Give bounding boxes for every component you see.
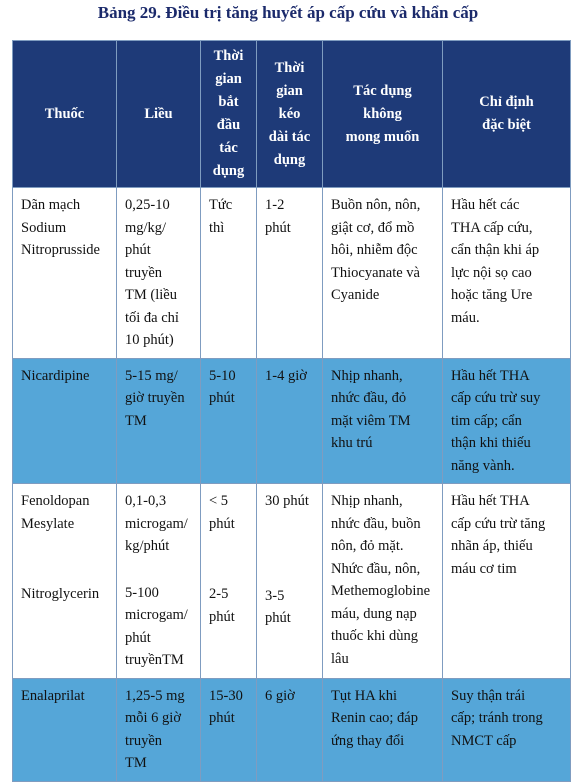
cell-line: 1-4 giờ [265, 367, 307, 384]
header-line: tác [219, 140, 238, 156]
cell-line: phút [265, 219, 291, 236]
header-duration [257, 41, 323, 188]
duration-cell [257, 358, 323, 484]
header-drug [13, 41, 117, 188]
cell-line: TM (liều [125, 287, 177, 303]
side-effects-cell [323, 188, 443, 359]
cell-line: nôn, đỏ mặt. [331, 538, 404, 554]
onset-cell [201, 484, 257, 679]
cell-line: Buồn nôn, nôn, [331, 197, 421, 213]
cell-line: microgam/ [125, 607, 188, 623]
cell-line: thuốc khi dùng [331, 628, 418, 644]
cell-line: máu, dung nạp [331, 605, 417, 622]
cell-gap [265, 513, 316, 537]
cell-line: 6 giờ [265, 687, 295, 704]
drug-cell [13, 484, 117, 679]
cell-line: tim cấp; cẩn [451, 412, 522, 429]
cell-line: 2-5 [209, 586, 229, 602]
cell-line: microgam/ [125, 515, 188, 532]
header-onset [201, 41, 257, 188]
side-effects-cell [323, 678, 443, 781]
cell-line: phút [209, 390, 235, 406]
cell-line: giật cơ, đổ mồ [331, 219, 415, 236]
cell-line: 1-2 [265, 197, 285, 213]
duration-cell [257, 484, 323, 679]
cell-line: 10 phút) [125, 332, 174, 348]
cell-line: TM [125, 412, 147, 429]
indications-cell [443, 188, 571, 359]
header-line: Chỉ định [479, 94, 534, 110]
header-line: kéo [278, 105, 301, 122]
cell-line: cấp cứu trừ tăng [451, 515, 546, 532]
cell-line: Tức [209, 197, 233, 213]
cell-line: Suy thận trái [451, 687, 526, 704]
cell-line: Dãn mạch [21, 197, 81, 213]
header-line: gian [215, 71, 242, 87]
cell-line: năng vành. [451, 457, 515, 474]
onset-cell [201, 678, 257, 781]
cell-line: phút [125, 242, 151, 258]
cell-gap [265, 537, 316, 561]
cell-line: mg/kg/ [125, 219, 167, 236]
table-header-row [13, 41, 571, 188]
cell-line: phút [209, 515, 235, 532]
cell-line: 1,25-5 mg [125, 687, 185, 704]
cell-line: mỗi 6 giờ [125, 710, 182, 726]
cell-line: Hầu hết các [451, 197, 520, 213]
cell-line: 30 phút [265, 493, 309, 509]
cell-line: mặt viêm TM [331, 412, 411, 429]
header-line: gian [276, 82, 303, 99]
cell-line: phút [209, 608, 235, 625]
cell-line: 5-100 [125, 584, 159, 601]
drug-table [12, 40, 571, 782]
cell-line: nhức đầu, buồn [331, 515, 421, 532]
cell-line: hôi, nhiễm độc [331, 242, 418, 258]
cell-line: < 5 [209, 493, 229, 509]
drug-cell [13, 358, 117, 484]
dose-cell [117, 358, 201, 484]
header-line: dụng [273, 151, 306, 168]
table-row [13, 358, 571, 484]
cell-line: phút [209, 710, 235, 726]
cell-line: Fenoldopan [21, 493, 90, 509]
drug-cell [13, 678, 117, 781]
dose-cell [117, 188, 201, 359]
cell-line: Nhức đầu, nôn, [331, 560, 421, 577]
dose-cell [117, 484, 201, 679]
cell-line: Tụt HA khi [331, 687, 398, 704]
header-line: dài tác [268, 128, 311, 145]
header-line: không [363, 105, 402, 122]
cell-line: máu cơ tim [451, 560, 517, 577]
cell-line: THA cấp cứu, [451, 219, 533, 236]
header-line: đầu [216, 117, 241, 133]
duration-cell [257, 188, 323, 359]
cell-line: thận khi thiếu [451, 435, 531, 451]
onset-cell [201, 358, 257, 484]
cell-gap [265, 561, 316, 585]
cell-gap [125, 558, 194, 582]
cell-line: phút [265, 610, 291, 626]
cell-line: Sodium [21, 219, 67, 236]
indications-cell [443, 484, 571, 679]
cell-line: 0,1-0,3 [125, 493, 167, 509]
cell-line: kg/phút [125, 538, 170, 554]
cell-line: 5-10 [209, 367, 236, 384]
cell-line: khu trú [331, 435, 373, 451]
drug-cell [13, 188, 117, 359]
cell-line: ứng thay đổi [331, 732, 405, 749]
table-row [13, 188, 571, 359]
cell-line: NMCT cấp [451, 732, 517, 749]
cell-line: truyền [125, 264, 163, 281]
cell-line: tối đa chỉ [125, 309, 179, 326]
cell-line: thì [209, 219, 225, 236]
cell-line: lâu [331, 650, 349, 667]
header-line: đặc biệt [482, 117, 531, 133]
cell-line: Mesylate [21, 515, 75, 532]
cell-line: giờ truyền [125, 390, 185, 406]
cell-line: Thiocyanate và [331, 264, 420, 281]
cell-line: phút [125, 629, 151, 646]
header-line: Thời [213, 48, 244, 64]
dose-cell [117, 678, 201, 781]
cell-line: Renin cao; đáp [331, 710, 418, 726]
cell-line: nhức đầu, đỏ [331, 390, 407, 406]
cell-line: Cyanide [331, 287, 380, 303]
header-indications [443, 41, 571, 188]
table-row [13, 678, 571, 781]
header-line: Tác dụng [353, 82, 412, 99]
header-line: bắt [218, 94, 239, 110]
header-line: dụng [212, 163, 245, 179]
cell-line: truyềnTM [125, 652, 184, 668]
cell-gap [21, 559, 110, 583]
cell-line: 15-30 [209, 687, 243, 704]
cell-line: Hầu hết THA [451, 367, 530, 384]
cell-line: 0,25-10 [125, 197, 170, 213]
cell-line: cấp cứu trừ suy [451, 390, 541, 406]
indications-cell [443, 358, 571, 484]
cell-gap [21, 535, 110, 559]
table-row [13, 484, 571, 679]
side-effects-cell [323, 358, 443, 484]
cell-line: Nitroprusside [21, 242, 100, 258]
duration-cell [257, 678, 323, 781]
cell-gap [209, 559, 250, 583]
cell-line: Nitroglycerin [21, 586, 100, 602]
cell-line: Nhịp nhanh, [331, 367, 403, 384]
cell-line: hoặc tăng Ure [451, 287, 533, 303]
header-line: mong muốn [345, 128, 420, 145]
cell-line: Nicardipine [21, 367, 90, 384]
cell-line: 3-5 [265, 587, 285, 604]
cell-line: Methemoglobine [331, 583, 431, 599]
cell-line: máu. [451, 309, 480, 326]
header-line: Thời [274, 59, 305, 76]
side-effects-cell [323, 484, 443, 679]
cell-line: truyền [125, 732, 163, 749]
header-line: Thuốc [44, 105, 85, 122]
cell-line: Nhịp nhanh, [331, 493, 403, 509]
cell-line: TM [125, 755, 147, 771]
indications-cell [443, 678, 571, 781]
cell-line: cẩn thận khi áp [451, 242, 540, 258]
header-dose [117, 41, 201, 188]
header-line: Liều [144, 105, 173, 122]
cell-line: lực nội sọ cao [451, 264, 532, 281]
cell-line: 5-15 mg/ [125, 367, 178, 384]
cell-line: cấp; tránh trong [451, 710, 543, 726]
table-title: Bảng 29. Điều trị tăng huyết áp cấp cứu và khẩn cấp [97, 3, 479, 22]
cell-gap [209, 535, 250, 559]
header-side-effects [323, 41, 443, 188]
cell-line: Hầu hết THA [451, 493, 530, 509]
table-body [13, 188, 571, 782]
cell-line: Enalaprilat [21, 687, 85, 704]
onset-cell [201, 188, 257, 359]
cell-line: nhãn áp, thiếu [451, 538, 533, 554]
